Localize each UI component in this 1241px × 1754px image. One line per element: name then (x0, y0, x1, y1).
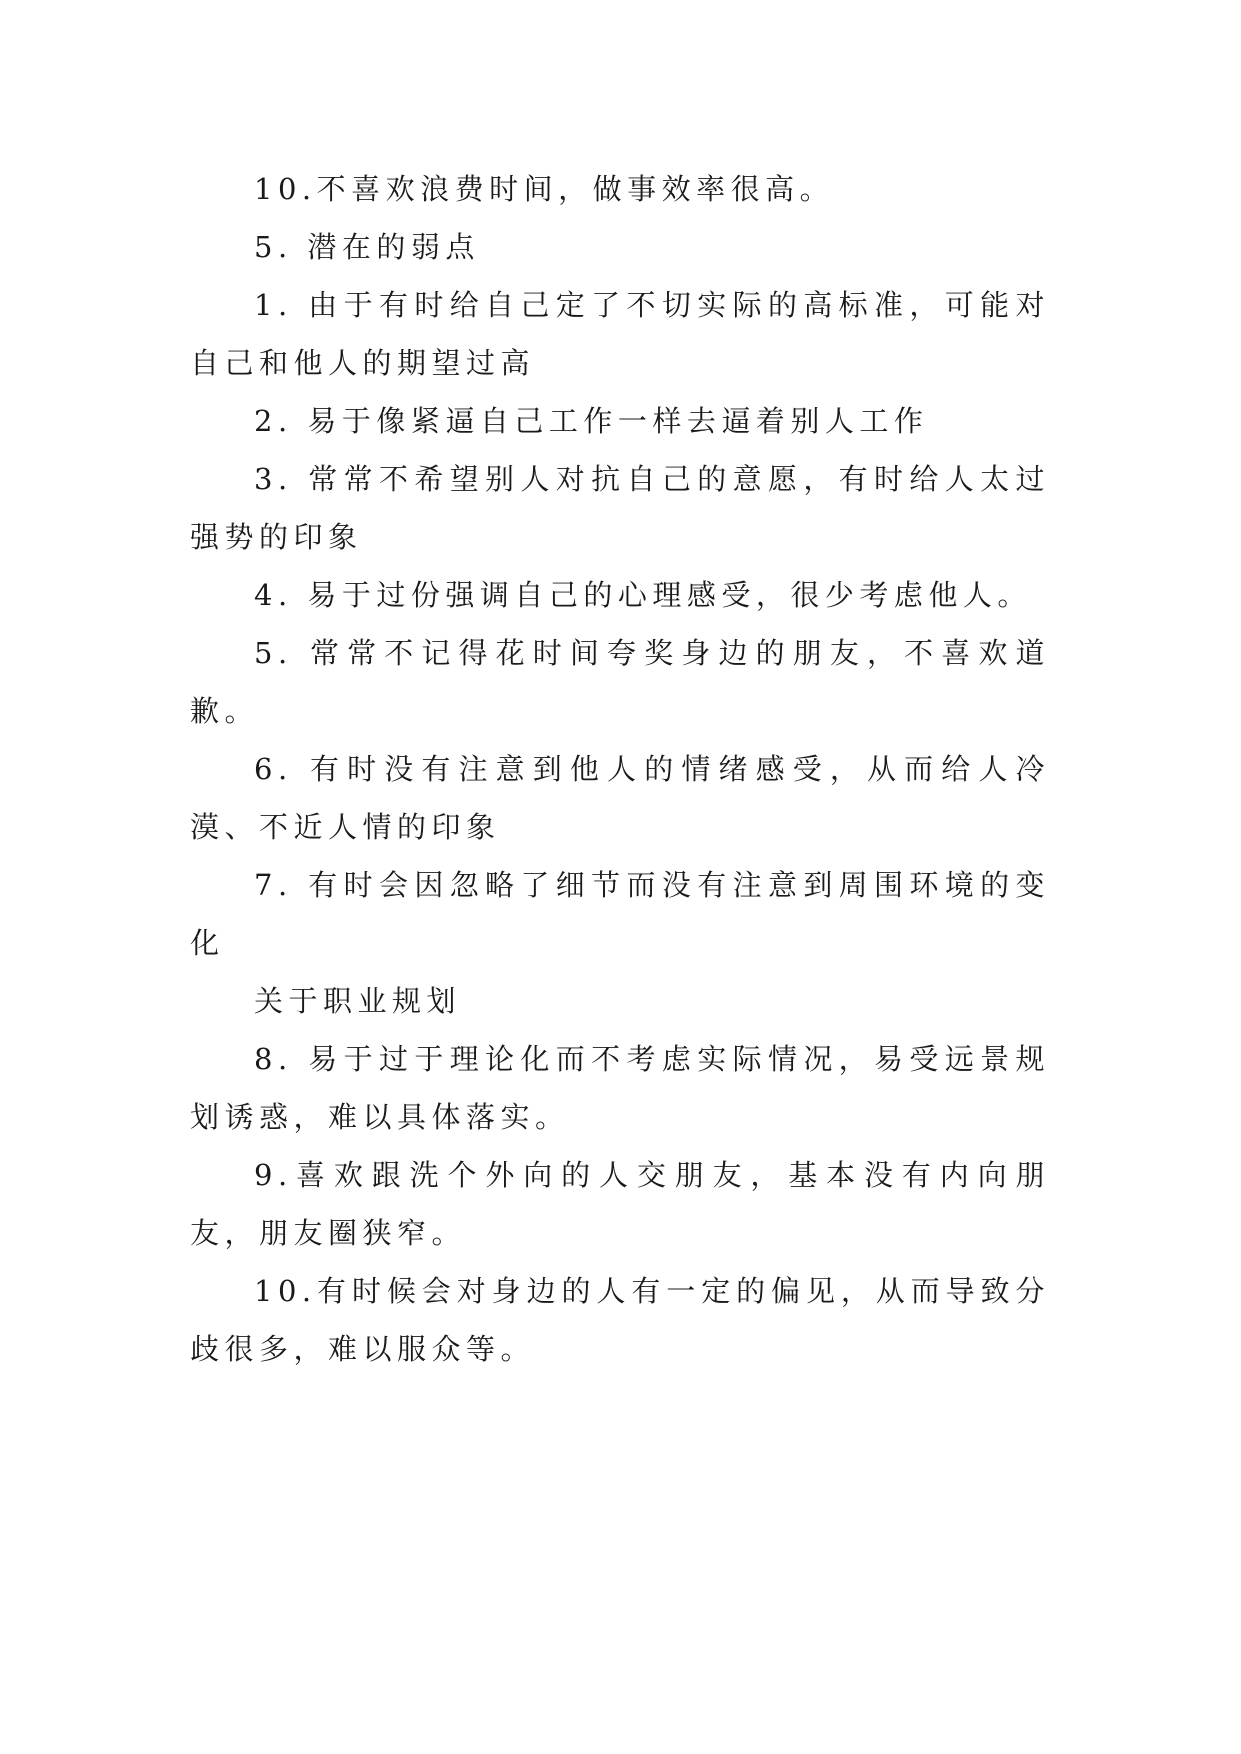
weakness-item-2: 2. 易于像紧逼自己工作一样去逼着别人工作 (254, 404, 929, 438)
weakness-item-9: 9.喜欢跟洗个外向的人交朋友，基本没有内向朋友，朋友圈狭窄。 (190, 1158, 1050, 1250)
weakness-item-1: 1. 由于有时给自己定了不切实际的高标准，可能对自己和他人的期望过高 (190, 288, 1050, 380)
weakness-item-7: 7. 有时会因忽略了细节而没有注意到周围环境的变化 (190, 868, 1050, 960)
weakness-item-3: 3. 常常不希望别人对抗自己的意愿，有时给人太过强势的印象 (190, 462, 1050, 554)
weakness-item-4: 4. 易于过份强调自己的心理感受，很少考虑他人。 (254, 578, 1032, 612)
document-page (190, 160, 1050, 1378)
weakness-item-6: 6. 有时没有注意到他人的情绪感受，从而给人冷漠、不近人情的印象 (190, 752, 1050, 844)
weakness-item-8: 8. 易于过于理论化而不考虑实际情况，易受远景规划诱惑，难以具体落实。 (190, 1042, 1050, 1134)
section-heading-career-planning: 关于职业规划 (254, 984, 462, 1018)
section-heading-weaknesses: 5. 潜在的弱点 (254, 230, 480, 264)
weakness-item-5: 5. 常常不记得花时间夸奖身边的朋友，不喜欢道歉。 (190, 636, 1050, 728)
paragraph-efficiency: 10.不喜欢浪费时间，做事效率很高。 (254, 172, 835, 206)
weakness-item-10: 10.有时候会对身边的人有一定的偏见，从而导致分歧很多，难以服众等。 (190, 1274, 1050, 1366)
